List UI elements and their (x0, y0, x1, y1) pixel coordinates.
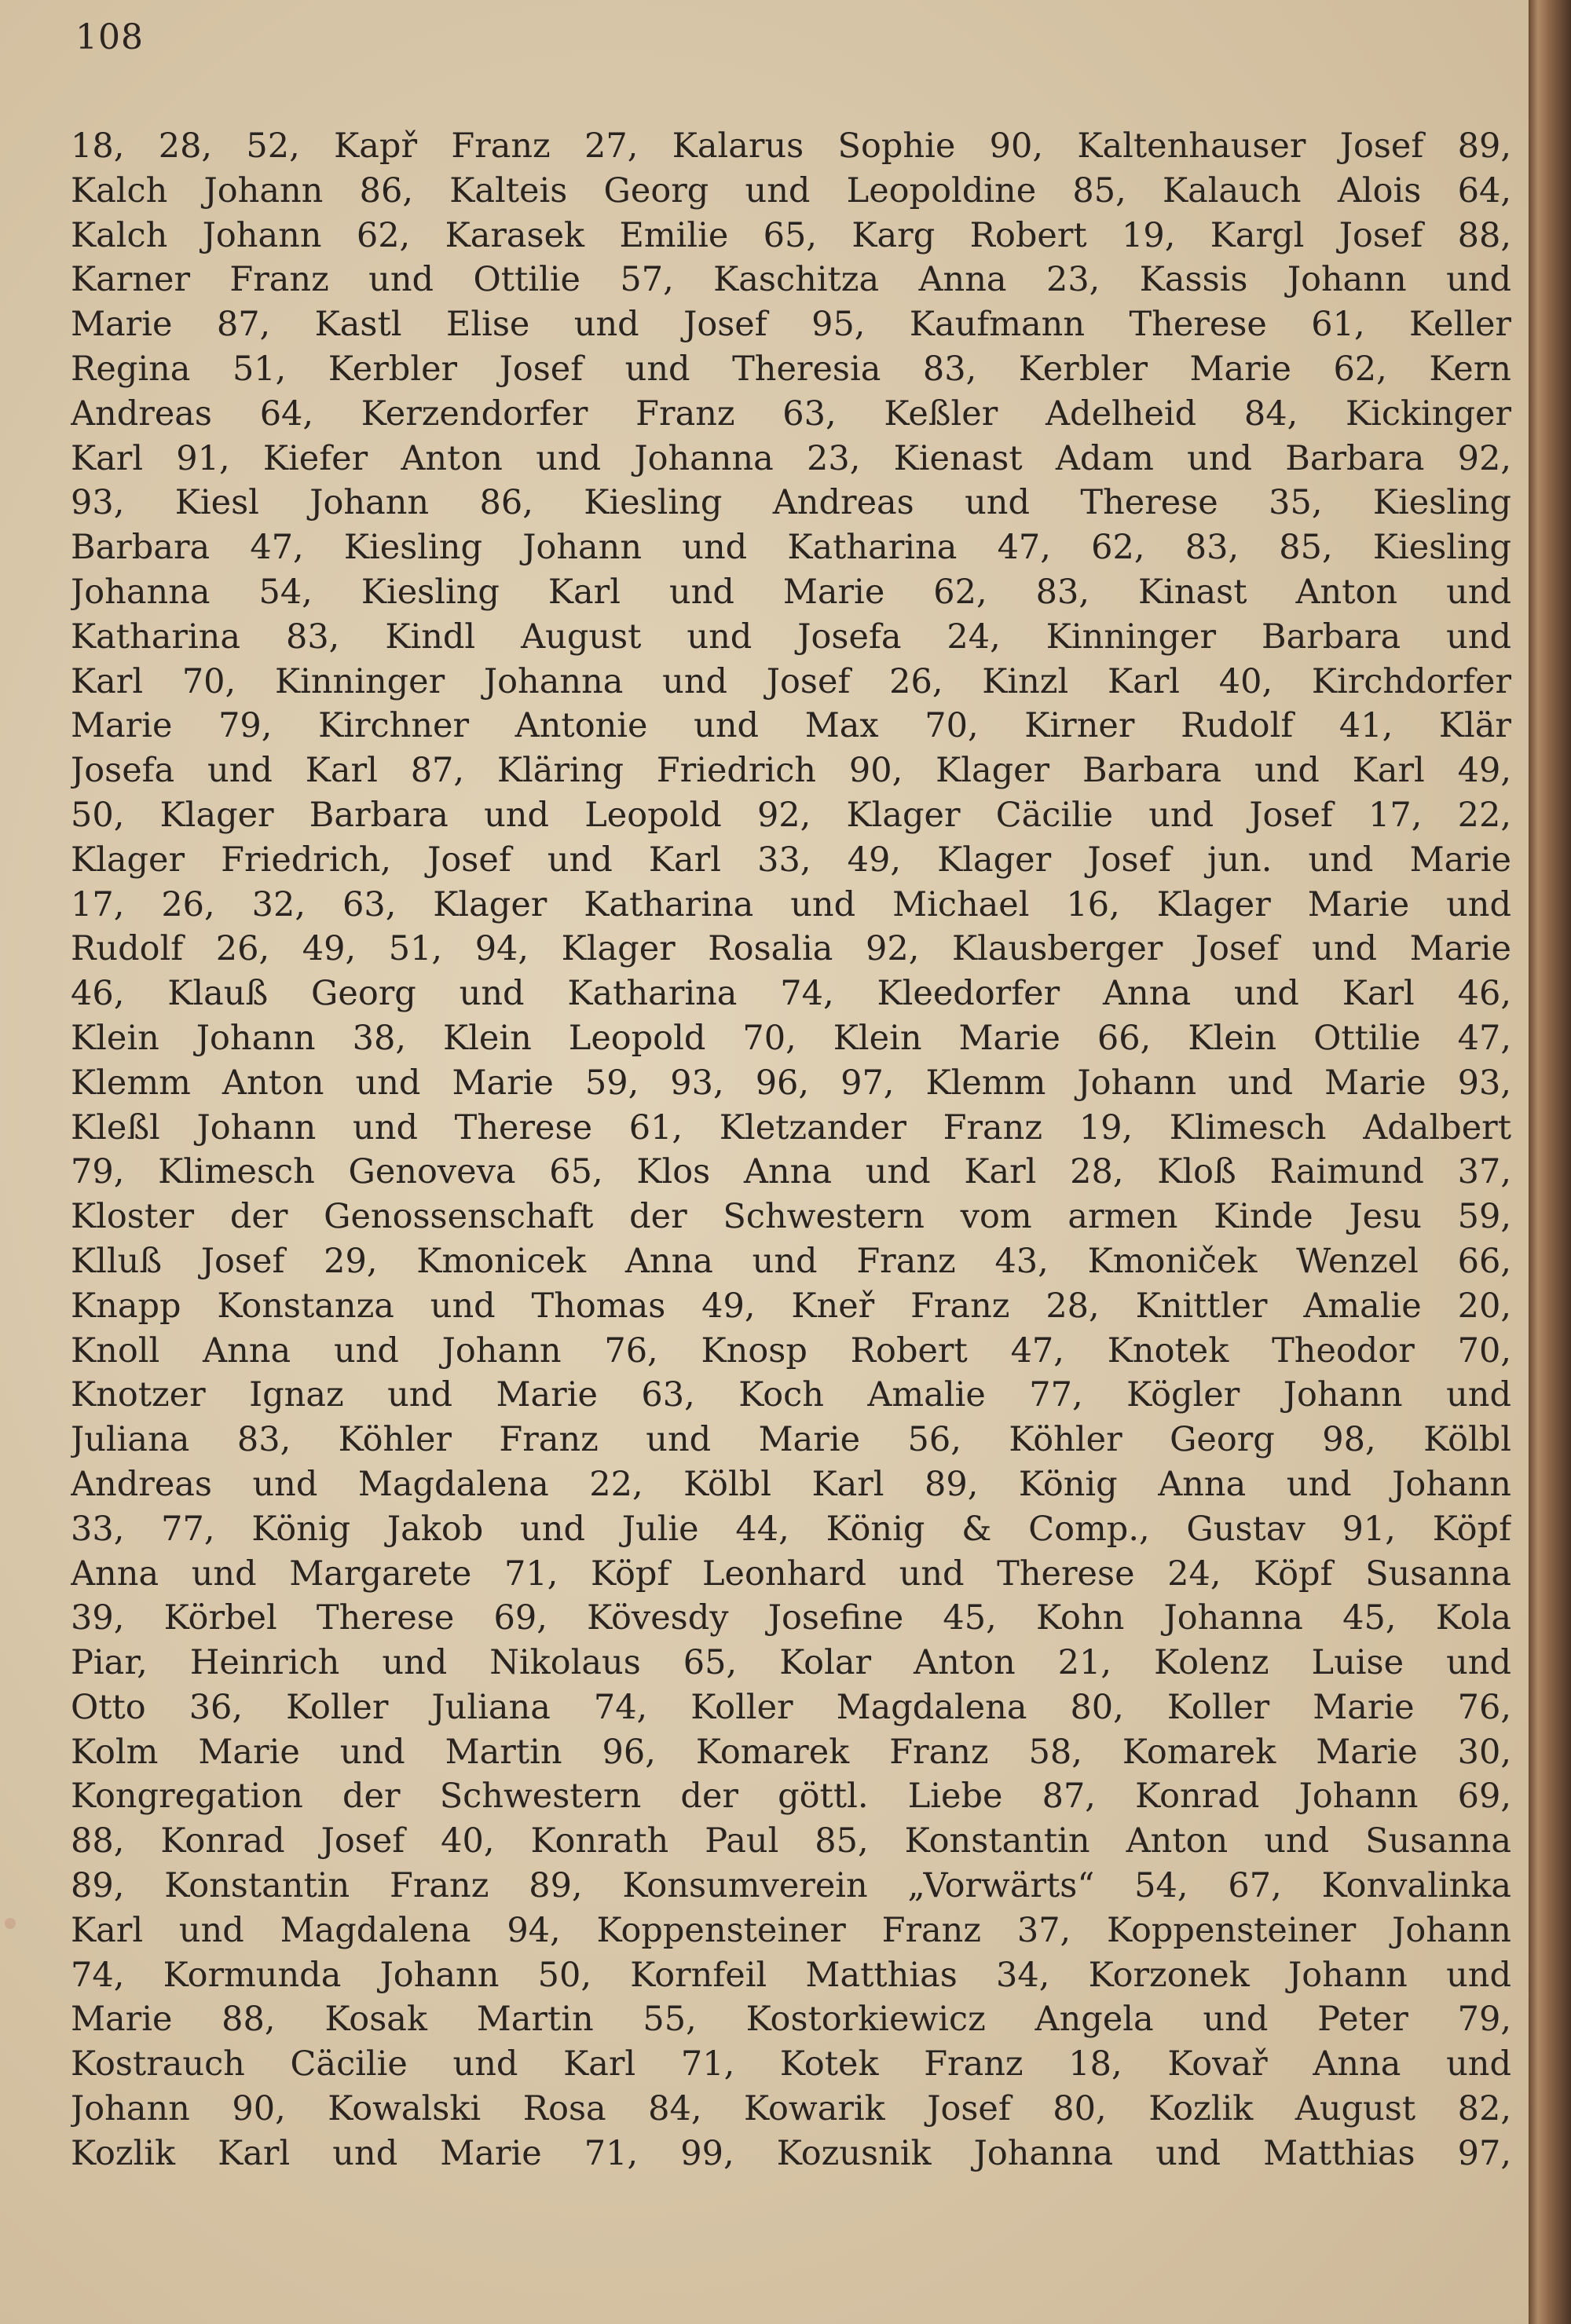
text-line: Marie 87, Kastl Elise und Josef 95, Kaufmann Therese 61, Keller (71, 305, 1511, 345)
text-line: Kongregation der Schwestern der göttl. Liebe 87, Konrad Johann 69, (71, 1777, 1511, 1817)
text-line: 33, 77, König Jakob und Julie 44, König & Comp., Gustav 91, Köpf (71, 1509, 1511, 1549)
text-line: Kalch Johann 62, Karasek Emilie 65, Karg Robert 19, Kargl Josef 88, (71, 215, 1511, 255)
text-line: Johann 90, Kowalski Rosa 84, Kowarik Josef 80, Kozlik August 82, (71, 2089, 1511, 2129)
text-line: 93, Kiesl Johann 86, Kiesling Andreas und Therese 35, Kiesling (71, 483, 1511, 523)
text-line: Kolm Marie und Martin 96, Komarek Franz 58, Komarek Marie 30, (71, 1732, 1511, 1772)
text-line: Regina 51, Kerbler Josef und Theresia 83, Kerbler Marie 62, Kern (71, 349, 1511, 389)
text-line: Marie 88, Kosak Martin 55, Kostorkiewicz Angela und Peter 79, (71, 2000, 1511, 2040)
text-line: Klein Johann 38, Klein Leopold 70, Klein Marie 66, Klein Ottilie 47, (71, 1018, 1511, 1058)
text-line: Otto 36, Koller Juliana 74, Koller Magdalena 80, Koller Marie 76, (71, 1687, 1511, 1727)
text-line: Rudolf 26, 49, 51, 94, Klager Rosalia 92, Klausberger Josef und Marie (71, 929, 1511, 969)
text-line: Katharina 83, Kindl August und Josefa 24, Kinninger Barbara und (71, 617, 1511, 657)
text-line: Karl 91, Kiefer Anton und Johanna 23, Kienast Adam und Barbara 92, (71, 438, 1511, 478)
text-line: Knotzer Ignaz und Marie 63, Koch Amalie 77, Kögler Johann und (71, 1375, 1511, 1415)
text-line: Karl und Magdalena 94, Koppensteiner Franz 37, Koppensteiner Johann (71, 1910, 1511, 1950)
text-line: 46, Klauß Georg und Katharina 74, Kleedorfer Anna und Karl 46, (71, 974, 1511, 1014)
text-line: 50, Klager Barbara und Leopold 92, Klager Cäcilie und Josef 17, 22, (71, 795, 1511, 835)
text-line: 17, 26, 32, 63, Klager Katharina und Michael 16, Klager Marie und (71, 884, 1511, 924)
text-line: 89, Konstantin Franz 89, Konsumverein „Vorwärts“ 54, 67, Konvalinka (71, 1866, 1511, 1906)
text-line: Karner Franz und Ottilie 57, Kaschitza Anna 23, Kassis Johann und (71, 260, 1511, 300)
text-line: Johanna 54, Kiesling Karl und Marie 62, 83, Kinast Anton und (71, 572, 1511, 612)
text-line: Knoll Anna und Johann 76, Knosp Robert 47, Knotek Theodor 70, (71, 1330, 1511, 1371)
text-line: 74, Kormunda Johann 50, Kornfeil Matthias 34, Korzonek Johann und (71, 1955, 1511, 1995)
text-line: Andreas 64, Kerzendorfer Franz 63, Keßler Adelheid 84, Kickinger (71, 393, 1511, 434)
text-line: Juliana 83, Köhler Franz und Marie 56, Köhler Georg 98, Kölbl (71, 1420, 1511, 1460)
text-line: Karl 70, Kinninger Johanna und Josef 26, Kinzl Karl 40, Kirchdorfer (71, 661, 1511, 701)
text-line: Klager Friedrich, Josef und Karl 33, 49, Klager Josef jun. und Marie (71, 840, 1511, 880)
text-line: Andreas und Magdalena 22, Kölbl Karl 89, König Anna und Johann (71, 1464, 1511, 1504)
text-line: 88, Konrad Josef 40, Konrath Paul 85, Konstantin Anton und Susanna (71, 1821, 1511, 1861)
text-line: Kloster der Genossenschaft der Schwestern vom armen Kinde Jesu 59, (71, 1197, 1511, 1237)
text-line: Piar, Heinrich und Nikolaus 65, Kolar Anton 21, Kolenz Luise und (71, 1643, 1511, 1683)
text-line: Klluß Josef 29, Kmonicek Anna und Franz 43, Kmoniček Wenzel 66, (71, 1241, 1511, 1281)
text-line: Kostrauch Cäcilie und Karl 71, Kotek Franz 18, Kovař Anna und (71, 2044, 1511, 2084)
text-line: Barbara 47, Kiesling Johann und Katharina 47, 62, 83, 85, Kiesling (71, 528, 1511, 568)
page-number: 108 (75, 17, 144, 57)
index-text-block (71, 124, 1511, 2176)
text-line: Knapp Konstanza und Thomas 49, Kneř Franz 28, Knittler Amalie 20, (71, 1286, 1511, 1326)
text-line: Anna und Margarete 71, Köpf Leonhard und Therese 24, Köpf Susanna (71, 1554, 1511, 1594)
text-line: 39, Körbel Therese 69, Kövesdy Josefine 45, Kohn Johanna 45, Kola (71, 1598, 1511, 1638)
text-line: Kalch Johann 86, Kalteis Georg und Leopoldine 85, Kalauch Alois 64, (71, 170, 1511, 210)
text-line: 79, Klimesch Genoveva 65, Klos Anna und Karl 28, Kloß Raimund 37, (71, 1152, 1511, 1192)
text-line: Klemm Anton und Marie 59, 93, 96, 97, Klemm Johann und Marie 93, (71, 1063, 1511, 1103)
text-line: 18, 28, 52, Kapř Franz 27, Kalarus Sophie 90, Kaltenhauser Josef 89, (71, 126, 1511, 166)
text-line: Marie 79, Kirchner Antonie und Max 70, Kirner Rudolf 41, Klär (71, 706, 1511, 746)
text-line: Kozlik Karl und Marie 71, 99, Kozusnik Johanna und Matthias 97, (71, 2133, 1511, 2173)
text-line: Josefa und Karl 87, Kläring Friedrich 90, Klager Barbara und Karl 49, (71, 751, 1511, 791)
text-line: Kleßl Johann und Therese 61, Kletzander Franz 19, Klimesch Adalbert (71, 1107, 1511, 1147)
paper-stain (5, 1918, 16, 1929)
book-spine-edge (1529, 0, 1571, 2324)
